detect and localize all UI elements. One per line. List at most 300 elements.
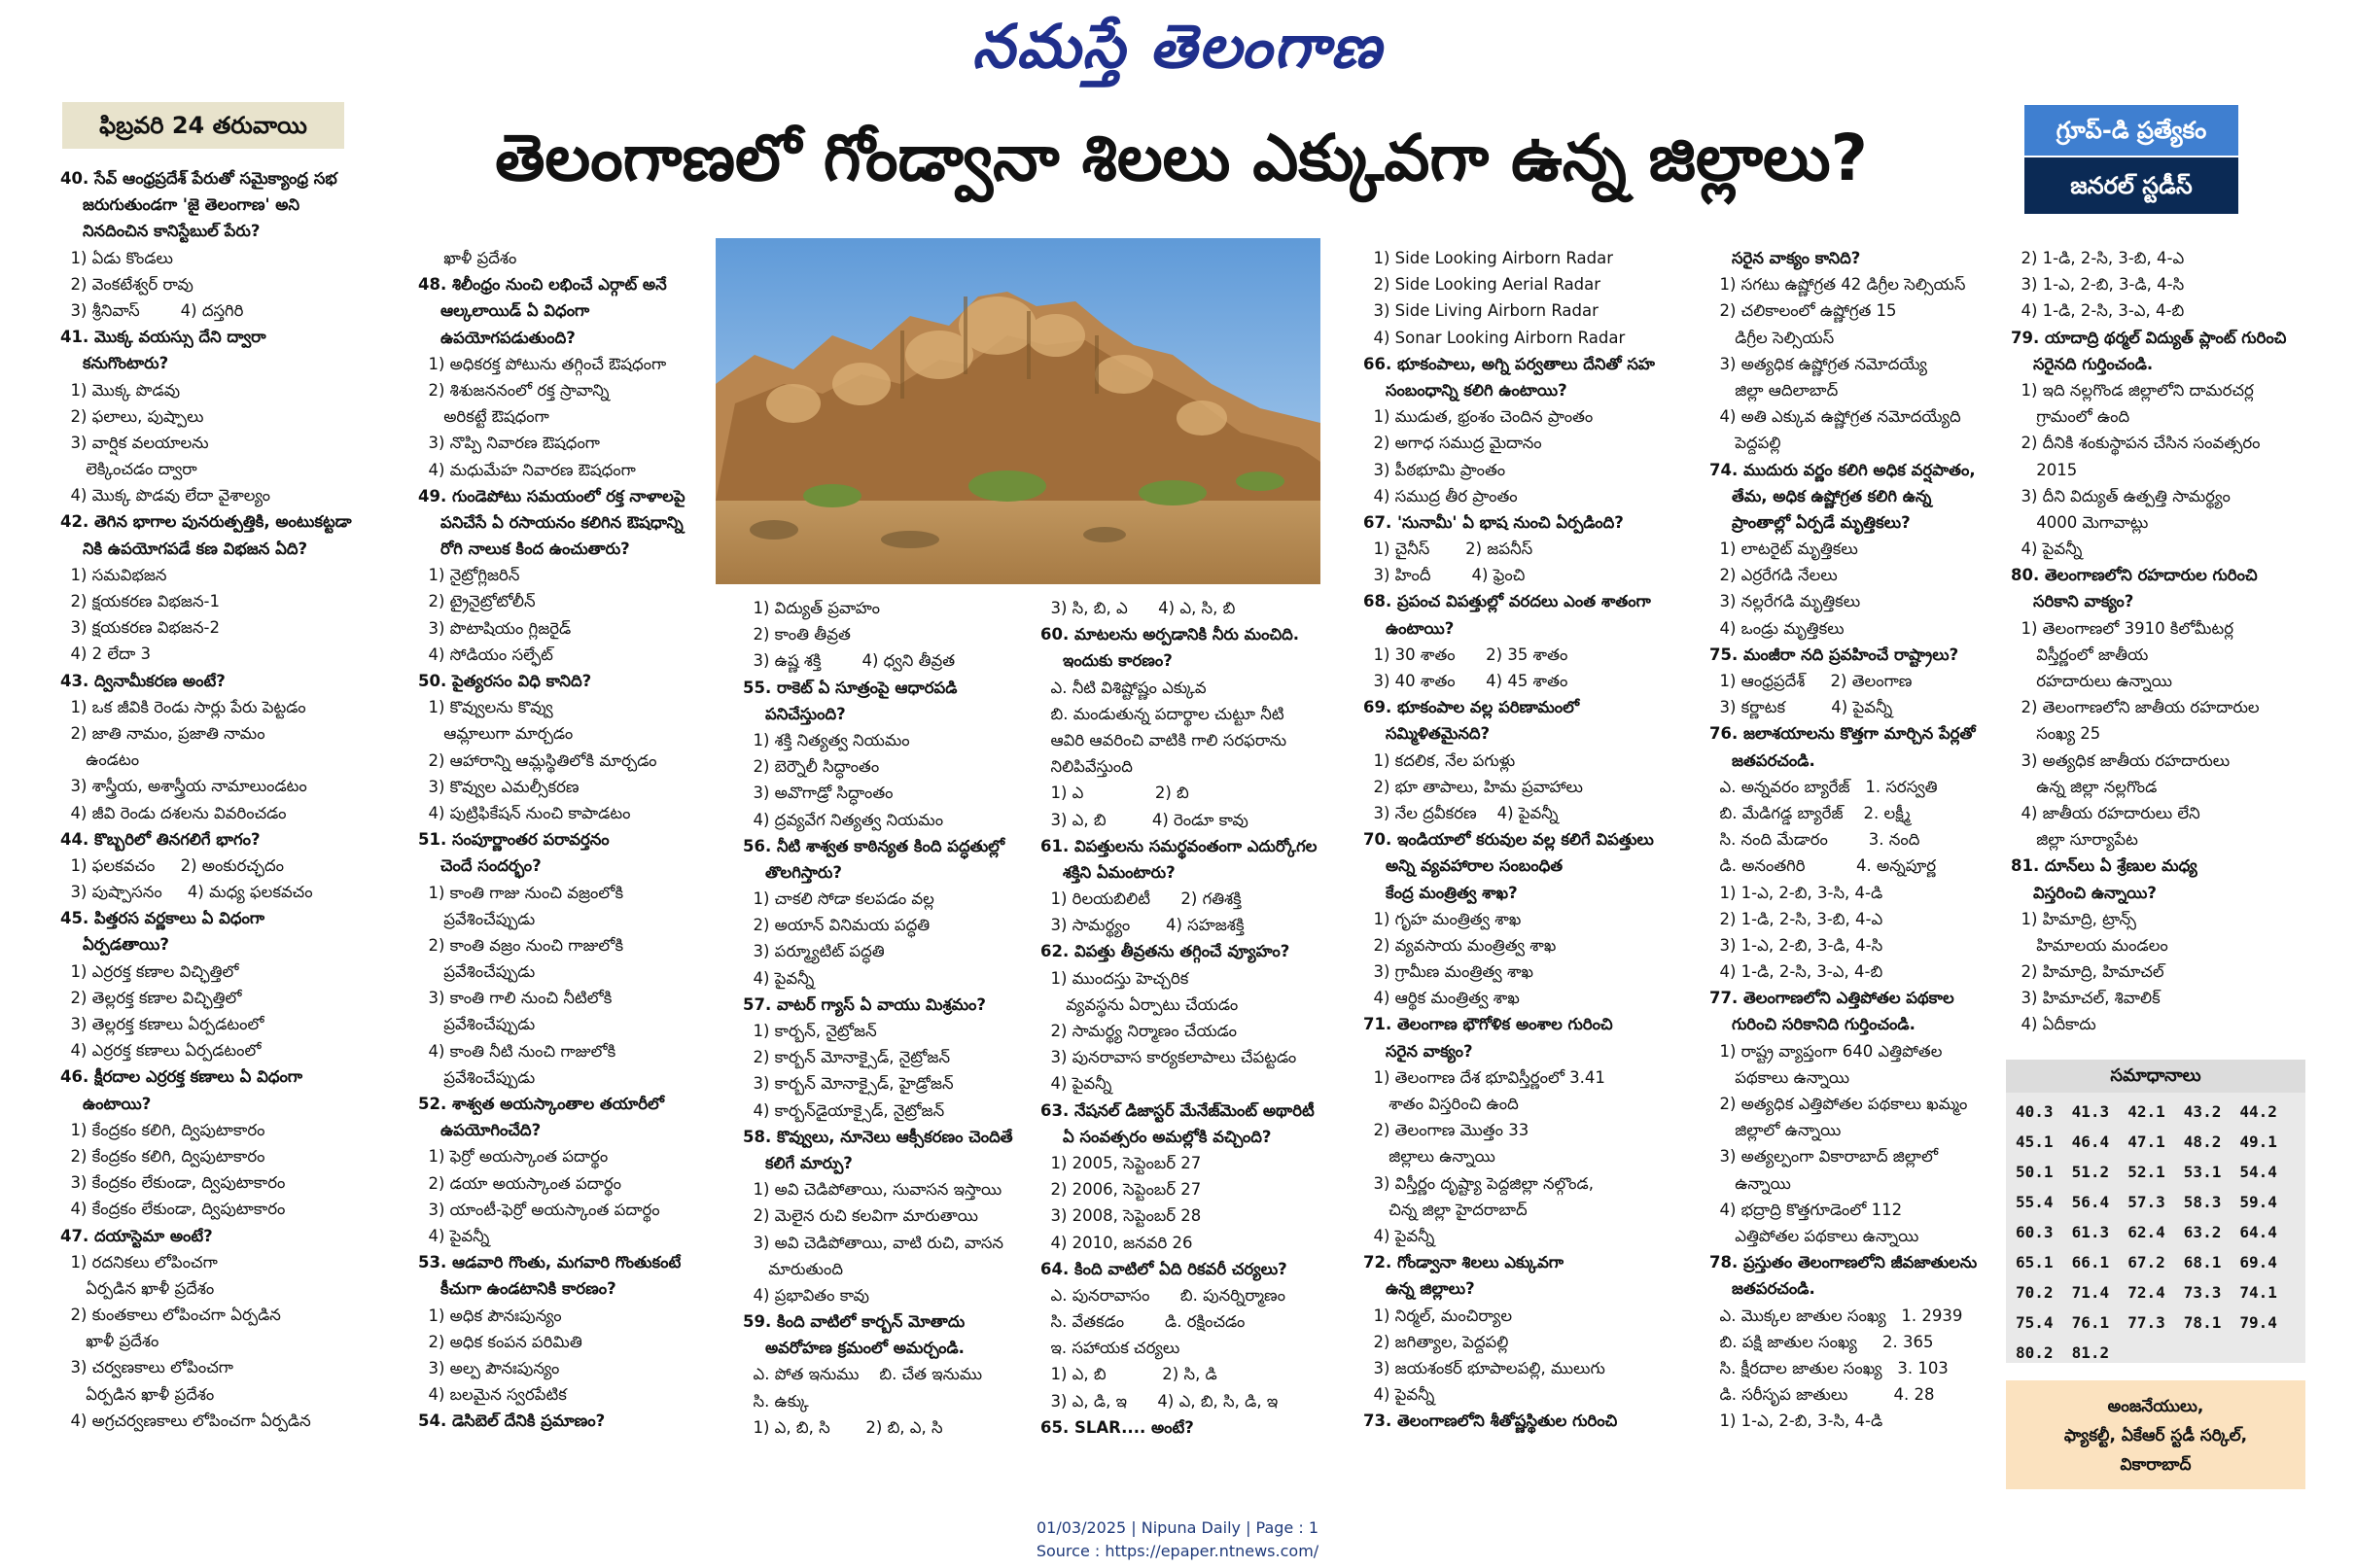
answer-key-entry: 48.2 [2183,1132,2222,1151]
option-text-line: 3) Side Living Airborn Radar [1363,301,1599,321]
option-text-line: 2) 1-డి, 2-సి, 3-బి, 4-ఎ [1709,909,1883,928]
option-text-line: 3) 2008, సెప్టెంబర్ 28 [1040,1206,1202,1226]
option-text-line: 1) ఫలకవచం 2) అంకురచ్ఛదం [60,855,284,875]
option-text-line: 1) అధిక పౌనఃపున్యం [418,1306,562,1325]
question-text-line: సరైనది గుర్తించండి. [2011,354,2154,373]
answer-key-entry: 42.1 [2127,1102,2165,1121]
answer-key-entry: 51.2 [2071,1163,2110,1181]
question-column-3 [743,595,1035,1468]
option-text-line: 3) నొప్పి నివారణ ఔషధంగా [418,434,601,453]
option-text-line: 2) Side Looking Aerial Radar [1363,275,1601,295]
option-text-line: జిల్లా సూర్యాపేట [2011,830,2138,850]
option-text-line: 1) ముడుత, భ్రంశం చెందిన ప్రాంతం [1363,407,1594,427]
question-text-line: శక్తిని ఏమంటారు? [1040,862,1176,882]
question-text-line: 50. పైత్యరసం విధి కానిది? [418,672,592,690]
option-text-line: 1) చైనీస్ 2) జపనీస్ [1363,540,1533,559]
option-text-line: 4000 మెగావాట్లు [2011,512,2149,532]
answer-key-entry: 75.4 [2016,1313,2054,1332]
option-text-line: ఉన్న జిల్లా నల్లగొండ [2011,777,2158,796]
option-text-line: 3) విస్తీర్ణం దృష్ట్యా పెద్దజిల్లా నల్గొండ, [1363,1173,1594,1193]
option-text-line: 3) ఉష్ణ శక్తి 4) ధ్వని తీవ్రత [743,651,956,671]
option-text-line: 1) సగటు ఉష్ణోగ్రత 42 డిగ్రీల సెల్సియస్ [1709,275,1966,295]
option-text-line: పథకాలు ఉన్నాయి [1709,1067,1850,1087]
question-text-line: 47. దయాస్టెమా అంటే? [60,1226,213,1245]
question-text-line: నినదించిన కానిస్టేబుల్ పేరు? [60,222,261,241]
question-column-4 [1040,595,1332,1468]
option-text-line: 4) ఒండ్రు మృత్తికలు [1709,618,1845,638]
question-text-line: ఆల్కలాయిడ్ ఏ విధంగా [418,301,590,321]
option-text-line: 2) వెంకటేశ్వర్ రావు [60,274,193,294]
question-text-line: 41. మొక్క వయస్సు దేని ద్వారా [60,328,266,347]
option-text-line: 3) శాస్త్రీయ, అశాస్త్రీయ నామాలుండటం [60,777,307,796]
option-text-line: 3) శ్రీనివాస్ 4) దస్తగిరి [60,300,244,320]
option-text-line: 3) పుష్పాసనం 4) మధ్య ఫలకవచం [60,883,313,902]
page-headline: తెలంగాణలో గోండ్వానా శిలలు ఎక్కువగా ఉన్న జిల్లాలు? [495,121,1868,195]
author-name: అంజనేయులు, [2107,1397,2204,1416]
option-text-line: 4) 1-డి, 2-సి, 3-ఎ, 4-బి [2011,301,2185,321]
option-text-line: 2) కాంతి తీవ్రత [743,625,851,645]
question-text-line: 75. మంజీరా నది ప్రవహించే రాష్ట్రాలు? [1709,645,1959,664]
option-text-line: 4) పైవన్నీ [1040,1074,1112,1094]
answer-key-entry: 68.1 [2183,1253,2222,1272]
answer-key-entry: 71.4 [2071,1283,2110,1302]
answer-key-entry: 49.1 [2239,1132,2277,1151]
option-text-line: నిలిపివేస్తుంది [1040,757,1133,777]
question-text-line: 56. నీటి శాశ్వత కాఠిన్యత కింది పద్ధతుల్లో [743,836,1005,855]
answer-key-entry: 76.1 [2071,1313,2110,1332]
continuation-date-label: ఫిబ్రవరి 24 తరువాయి [62,102,344,149]
question-text-line: కీచుగా ఉండటానికి కారణం? [418,1279,616,1299]
author-location: వికారాబాద్ [2120,1455,2192,1475]
question-text-line: 40. సేవ్ ఆంధ్రప్రదేశ్ పేరుతో సమైక్యాంధ్ర సభ [60,169,337,188]
option-text-line: 3) పీఠభూమి ప్రాంతం [1363,460,1506,479]
option-text-line: 2) అత్యధిక ఎత్తిపోతల పథకాలు ఖమ్మం [1709,1095,1968,1113]
option-text-line: 3) నేల ద్రవీకరణ 4) పైవన్నీ [1363,803,1559,822]
question-text-line: కలిగే మార్పు? [743,1153,853,1172]
option-text-line: ఎ. అన్నవరం బ్యారేజ్ 1. సరస్వతి [1709,777,1938,796]
question-text-line: 72. గోండ్వానా శిలలు ఎక్కువగా [1363,1253,1564,1272]
answer-key-entry: 66.1 [2071,1253,2110,1272]
option-text-line: 2) భూ తాపాలు, హిమ ప్రవాహాలు [1363,777,1583,796]
option-text-line: సంఖ్య 25 [2011,724,2101,744]
option-text-line: ఎ. పునరావాసం బి. పునర్నిర్మాణం [1040,1285,1285,1305]
option-text-line: లెక్కించడం ద్వారా [60,460,197,479]
option-text-line: 3) దీని విద్యుత్ ఉత్పత్తి సామర్థ్యం [2011,486,2231,505]
question-text-line: 62. విపత్తు తీవ్రతను తగ్గించే వ్యూహం? [1040,942,1290,961]
option-text-line: 1) చాకలి సోడా కలపడం వల్ల [743,889,934,909]
question-text-line: విస్తరించి ఉన్నాయి? [2011,883,2157,902]
option-text-line: హిమాలయ మండలం [2011,935,2168,955]
answer-key-entry: 69.4 [2239,1253,2277,1272]
question-text-line: 44. కొబ్బరిలో తినగలిగే భాగం? [60,829,261,849]
answer-key-entry: 46.4 [2071,1132,2110,1151]
option-text-line: 2) జగిత్యాల, పెద్దపల్లి [1363,1332,1509,1351]
question-text-line: ఉపయోగపడుతుంది? [418,328,576,347]
option-text-line: 2) జాతి నామం, ప్రజాతి నామం [60,723,265,743]
option-text-line: 3) కొవ్వుల ఎమల్సీకరణ [418,777,580,796]
question-text-line: 80. తెలంగాణలోని రహదారుల గురించి [2011,566,2258,585]
option-text-line: 4) అతి ఎక్కువ ఉష్ణోగ్రత నమోదయ్యేది [1709,407,1961,427]
question-text-line: కేంద్ర మంత్రిత్వ శాఖ? [1363,883,1518,902]
question-text-line: 53. ఆడవారి గొంతు, మగవారి గొంతుకంటే [418,1253,682,1272]
option-text-line: 4) ఆర్థిక మంత్రిత్వ శాఖ [1363,989,1520,1008]
rock-landscape-image [716,238,1320,584]
option-text-line: 4) జీవి రెండు దశలను వివరించడం [60,803,287,822]
question-text-line: చెందే సందర్భం? [418,856,542,876]
option-text-line: 4) పైవన్నీ [1363,1385,1435,1405]
option-text-line: సి. వేతకడం డి. రక్షించడం [1040,1312,1246,1332]
option-text-line: ప్రవేశించేప్పుడు [418,1015,536,1034]
option-text-line: సి. నంది మేడారం 3. నంది [1709,830,1920,850]
option-text-line: 3) పర్మ్యూటిట్ పద్ధతి [743,942,885,961]
option-text-line: 4) ఏదీకాదు [2011,1015,2096,1034]
question-text-line: పనిచేస్తుంది? [743,704,846,723]
option-text-line: 4) మొక్క పొడవు లేదా వైశాల్యం [60,486,271,505]
question-text-line: 78. ప్రస్తుతం తెలంగాణలోని జీవజాతులను [1709,1253,1978,1272]
option-text-line: 3) నల్లరేగడి మృత్తికలు [1709,592,1861,611]
question-text-line: 64. కింది వాటిలో ఏది రికవరీ చర్యలు? [1040,1259,1287,1278]
option-text-line: విస్తీర్ణంలో జాతీయ [2011,645,2149,664]
option-text-line: 3) గ్రామీణ మంత్రిత్వ శాఖ [1363,962,1533,982]
gondwana-rock-photo [716,238,1320,584]
option-text-line: ఆమ్లాలుగా మార్చడం [418,724,574,744]
question-text-line: సంబంధాన్ని కలిగి ఉంటాయి? [1363,380,1567,400]
author-designation: ఫ్యాకల్టీ, ఏకేఆర్ స్టడీ సర్కిల్, [2063,1426,2248,1446]
question-text-line: 49. గుండెపోటు సమయంలో రక్త నాళాలపై [418,486,685,505]
option-text-line: 3) హిమాచల్, శివాలిక్ [2011,989,2161,1008]
answer-key-entry: 63.2 [2183,1223,2222,1241]
question-text-line: ఇందుకు కారణం? [1040,651,1173,671]
option-text-line: 2) ఎర్రరేగడి నేలలు [1709,566,1838,585]
answer-key-entry: 79.4 [2239,1313,2277,1332]
question-text-line: 48. శిలీంధ్రం నుంచి లభించే ఎర్గాట్ అనే [418,275,667,295]
answer-key-entry: 56.4 [2071,1193,2110,1211]
option-text-line: డి. సరీసృప జాతులు 4. 28 [1709,1385,1935,1405]
question-text-line: 45. పిత్తరస వర్ణకాలు ఏ విధంగా [60,909,265,928]
question-text-line: 81. దూన్‌లు ఏ శ్రేణుల మధ్య [2011,856,2197,876]
option-text-line: 1) హిమాద్రి, ట్రాన్స్ [2011,909,2137,928]
answer-key-entry: 55.4 [2016,1193,2054,1211]
option-text-line: 3) అవి చెడిపోతాయి, వాటి రుచి, వాసన [743,1233,1003,1252]
option-text-line: 3) అత్యధిక ఉష్ణోగ్రత నమోదయ్యే [1709,354,1927,373]
option-text-line: ఎ. మొక్కల జాతుల సంఖ్య 1. 2939 [1709,1306,1963,1325]
question-text-line: 65. SLAR.... అంటే? [1040,1417,1194,1437]
question-text-line: జతపరచండి. [1709,750,1815,770]
question-text-line: అన్ని వ్యవహారాల సంబంధిత [1363,856,1564,876]
question-text-line: 54. డెసిబెల్ దేనికి ప్రమాణం? [418,1411,606,1431]
question-text-line: 60. మాటలను అర్పడానికి నీరు మంచిది. [1040,625,1300,645]
option-text-line: 1) ఎ 2) బి [1040,784,1189,803]
option-text-line: 4) బలమైన స్వరపేటిక [418,1385,567,1405]
author-credit-box [2006,1380,2305,1489]
option-text-line: 1) 1-ఎ, 2-బి, 3-సి, 4-డి [1709,883,1883,902]
option-text-line: బి. పక్షి జాతుల సంఖ్య 2. 365 [1709,1332,1934,1351]
option-text-line: 1) 30 శాతం 2) 35 శాతం [1363,645,1568,664]
option-text-line: పెద్దపల్లి [1709,434,1781,453]
answer-key-entry: 64.4 [2239,1223,2277,1241]
option-text-line: ఎత్తిపోతల పథకాలు ఉన్నాయి [1709,1226,1919,1245]
option-text-line: 1) రిలయబిలిటీ 2) గతిశక్తి [1040,889,1242,909]
option-text-line: 2) దీనికి శంకుస్థాపన చేసిన సంవత్సరం [2011,434,2261,453]
option-text-line: 3) అవొగాడ్రో సిద్ధాంతం [743,784,894,803]
question-text-line: ఉంటాయి? [1363,618,1455,638]
answer-key-entry: 43.2 [2183,1102,2222,1121]
option-text-line: 2015 [2011,460,2078,479]
option-text-line: 1) అధికరక్త పోటును తగ్గించే ఔషధంగా [418,354,667,373]
option-text-line: జిల్లా ఆదిలాబాద్ [1709,380,1839,400]
question-text-line: జరుగుతుండగా 'జై తెలంగాణ' అని [60,195,300,215]
option-text-line: ఏర్పడిన ఖాళీ ప్రదేశం [60,1278,215,1298]
option-text-line: గ్రామంలో ఉంది [2011,407,2130,427]
general-studies-badge: జనరల్ స్టడీస్ [2024,157,2238,214]
option-text-line: 4) మధుమేహ నివారణ ఔషధంగా [418,460,636,479]
option-text-line: ఉండటం [60,750,140,770]
answer-key-entry: 61.3 [2071,1223,2110,1241]
option-text-line: ప్రవేశించేప్పుడు [418,909,536,928]
answer-key-entry: 81.2 [2071,1343,2110,1362]
option-text-line: 3) జయశంకర్ భూపాలపల్లి, ములుగు [1363,1358,1605,1377]
question-text-line: సరికాని వాక్యం? [2011,592,2134,611]
option-text-line: సి. క్షీరదాల జాతుల సంఖ్య 3. 103 [1709,1358,1949,1377]
question-column-7 [2011,245,2322,1052]
question-text-line: 46. క్షీరదాల ఎర్రరక్త కణాలు ఏ విధంగా [60,1067,303,1087]
question-text-line: 42. తెగిన భాగాల పునరుత్పత్తికి, అంటుకట్టడా [60,512,352,532]
option-text-line: 2) 2006, సెప్టెంబర్ 27 [1040,1180,1202,1200]
option-text-line: 4) ద్రవ్యవేగ నిత్యత్వ నియమం [743,810,944,829]
option-text-line: 1) మొక్క పొడవు [60,380,181,400]
question-column-6 [1709,245,2001,1468]
option-text-line: 2) చలికాలంలో ఉష్ణోగ్రత 15 [1709,301,1897,321]
question-text-line: 71. తెలంగాణ భౌగోళిక అంశాల గురించి [1363,1015,1613,1034]
option-text-line: 4) పుట్రిఫికేషన్ నుంచి కాపాడటం [418,803,631,822]
option-text-line: 1) రదనికలు లోపించగా [60,1252,218,1272]
option-text-line: 1) విద్యుత్ ప్రవాహం [743,599,880,617]
option-text-line: 1) ఏడు కొండలు [60,248,173,267]
option-text-line: 1) సమవిభజన [60,565,167,584]
option-text-line: చిన్న జిల్లా హైదరాబాద్ [1363,1200,1528,1219]
question-text-line: ఏ సంవత్సరం అమల్లోకి వచ్చింది? [1040,1127,1272,1146]
option-text-line: ఖాళీ ప్రదేశం [418,249,517,267]
option-text-line: 3) సామర్థ్యం 4) సహజశక్తి [1040,916,1245,935]
question-text-line: 70. ఇండియాలో కరువుల వల్ల కలిగే విపత్తులు [1363,830,1654,850]
option-text-line: 3) అల్ప పౌనఃపున్యం [418,1358,560,1377]
question-text-line: 57. వాటర్ గ్యాస్ ఏ వాయు మిశ్రమం? [743,994,986,1014]
question-text-line: కనుగొంటారు? [60,354,169,373]
answer-key-entry: 57.3 [2127,1193,2165,1211]
option-text-line: 3) ఎ, బి 4) రెండూ కావు [1040,810,1248,829]
answer-key-entry: 50.1 [2016,1163,2054,1181]
option-text-line: 4) 2010, జనవరి 26 [1040,1233,1193,1252]
option-text-line: 3) కర్ణాటక 4) పైవన్నీ [1709,698,1893,717]
option-text-line: 1) ఎ, బి 2) సి, డి [1040,1365,1217,1384]
option-text-line: డిగ్రీల సెల్సియస్ [1709,328,1835,347]
question-text-line: 52. శాశ్వత అయస్కాంతాల తయారీలో [418,1095,665,1113]
option-text-line: అరికట్టే ఔషధంగా [418,407,549,427]
option-text-line: 1) ఎ, బి, సి 2) బి, ఎ, సి [743,1417,943,1437]
option-text-line: 2) డయా అయస్కాంత పదార్థం [418,1173,622,1193]
option-text-line: ఉన్నాయి [1709,1173,1791,1193]
option-text-line: 2) అగాధ సముద్ర మైదానం [1363,434,1542,453]
option-text-line: 2) కాంతి వజ్రం నుంచి గాజులోకి [418,935,624,955]
option-text-line: 1) కదలిక, నేల పగుళ్లు [1363,750,1516,770]
option-text-line: వ్యవస్థను ఏర్పాటు చేయడం [1040,994,1239,1014]
question-text-line: 73. తెలంగాణలోని శీతోష్ణస్థితుల గురించి [1363,1411,1618,1431]
option-text-line: 1) తెలంగాణలో 3910 కిలోమీటర్ల [2011,618,2234,638]
option-text-line: 3) 40 శాతం 4) 45 శాతం [1363,672,1568,690]
answer-key-entry: 74.1 [2239,1283,2277,1302]
question-text-line: ప్రాంతాల్లో ఏర్పడే మృత్తికలు? [1709,512,1911,532]
option-text-line: 4) కేంద్రకం లేకుండా, ద్విపుటాకారం [60,1200,286,1219]
option-text-line: 1) కేంద్రకం కలిగి, ద్విపుటాకారం [60,1120,265,1139]
option-text-line: 2) తెల్లరక్త కణాల విచ్ఛిత్తిలో [60,988,242,1007]
option-text-line: 3) తెల్లరక్త కణాలు ఏర్పడటంలో [60,1015,264,1033]
answer-key-entry: 62.4 [2127,1223,2165,1241]
question-text-line: 69. భూకంపాల వల్ల పరిణామంలో [1363,698,1580,717]
question-text-line: 67. 'సునామీ' ఏ భాష నుంచి ఏర్పడింది? [1363,512,1624,532]
option-text-line: 4) పైవన్నీ [1363,1226,1435,1245]
option-text-line: 1) ఫెర్రో అయస్కాంత పదార్థం [418,1147,609,1167]
option-text-line: 4) అగ్రచర్వణకాలు లోపించగా ఏర్పడిన [60,1411,311,1430]
option-text-line: 2) కార్బన్ మోనాక్సైడ్, నైట్రోజన్ [743,1048,951,1067]
option-text-line: ఎ. పోత ఇనుము బి. చేత ఇనుము [743,1365,983,1384]
newspaper-masthead: నమస్తే తెలంగాణ [971,11,1384,82]
option-text-line: 3) హిందీ 4) ఫ్రెంచి [1363,566,1526,585]
option-text-line: 2) కేంద్రకం కలిగి, ద్విపుటాకారం [60,1146,265,1166]
option-text-line: 1) రాష్ట్ర వ్యాప్తంగా 640 ఎత్తిపోతల [1709,1041,1943,1061]
option-text-line: 2) సామర్థ్య నిర్మాణం చేయడం [1040,1022,1237,1040]
question-text-line: ఏర్పడతాయి? [60,935,169,955]
question-text-line: సరైన వాక్యం? [1363,1041,1473,1061]
option-text-line: ఎ. నీటి విశిష్టోష్ణం ఎక్కువ [1040,678,1207,697]
option-text-line: 4) భద్రాద్రి కొత్తగూడెంలో 112 [1709,1200,1903,1219]
option-text-line: 1) 2005, సెప్టెంబర్ 27 [1040,1153,1202,1172]
option-text-line: 3) వార్షిక వలయాలను [60,433,209,452]
option-text-line: 4) పైవన్నీ [743,968,815,988]
option-text-line: 3) అత్యల్పంగా వికారాబాద్ జిల్లాలో [1709,1147,1939,1167]
option-text-line: ఆవిరి ఆవరించి వాటికి గాలి సరఫరాను [1040,730,1287,749]
option-text-line: 1) నిర్మల్, మంచిర్యాల [1363,1306,1513,1325]
option-text-line: 1) కాంతి గాజు నుంచి వజ్రంలోకి [418,883,624,902]
option-text-line: 4) పైవన్నీ [418,1226,490,1245]
question-text-line: పనిచేసే ఏ రసాయనం కలిగిన ఔషధాన్ని [418,512,684,532]
option-text-line: డి. అనంతగిరి 4. అన్నపూర్ణ [1709,856,1937,876]
option-text-line: రహదారులు ఉన్నాయి [2011,672,2172,690]
answer-key-entry: 67.2 [2127,1253,2165,1272]
question-column-2 [418,245,710,1468]
question-text-line: 79. యాదాద్రి థర్మల్ విద్యుత్ ప్లాంట్ గురించి [2011,328,2287,347]
option-text-line: 3) పొటాషియం గ్లిజరైడ్ [418,618,572,638]
question-text-line: 77. తెలంగాణలోని ఎత్తిపోతల పథకాల [1709,989,1954,1008]
question-text-line: సరైన వాక్యం కానిది? [1709,249,1861,267]
question-text-line: తేమ, అధిక ఉష్ణోగ్రత కలిగి ఉన్న [1709,486,1932,505]
option-text-line: 2) వ్యవసాయ మంత్రిత్వ శాఖ [1363,935,1557,955]
answers-grid [2006,1093,2305,1372]
question-text-line: 58. కొవ్వులు, నూనెలు ఆక్సీకరణం చెందితే [743,1127,1013,1146]
option-text-line: 2) 1-డి, 2-సి, 3-బి, 4-ఎ [2011,249,2185,267]
option-text-line: 4) Sonar Looking Airborn Radar [1363,328,1626,347]
option-text-line: 3) పునరావాస కార్యకలాపాలు చేపట్టడం [1040,1048,1297,1067]
option-text-line: 4) జాతీయ రహదారులు లేని [2011,803,2200,822]
answer-key-entry: 70.2 [2016,1283,2054,1302]
option-text-line: 3) కార్బన్ మోనాక్సైడ్, హైడ్రోజన్ [743,1074,954,1094]
answer-key-entry: 72.4 [2127,1283,2165,1302]
option-text-line: ప్రవేశించేప్పుడు [418,1067,536,1087]
option-text-line: 1) గృహ మంత్రిత్వ శాఖ [1363,909,1522,928]
option-text-line: బి. మేడిగడ్డ బ్యారేజ్ 2. లక్ష్మీ [1709,803,1911,822]
option-text-line: 4) సోడియం సల్ఫేట్ [418,645,553,664]
option-text-line: 4) పైవన్నీ [2011,540,2083,559]
question-text-line: 61. విపత్తులను సమర్థవంతంగా ఎదుర్కోగల [1040,836,1318,855]
option-text-line: 4) 2 లేదా 3 [60,645,152,664]
option-text-line: 3) 1-ఎ, 2-బి, 3-డి, 4-సి [2011,275,2185,295]
question-text-line: 63. నేషనల్ డిజాస్టర్ మేనేజ్‌మెంట్ అథారిటీ [1040,1100,1315,1120]
option-text-line: 3) చర్వణకాలు లోపించగా [60,1358,233,1377]
option-text-line: 2) శిశుజననంలో రక్త స్రావాన్ని [418,380,610,400]
option-text-line: 4) కాంతి నీటి నుంచి గాజులోకి [418,1041,616,1061]
question-text-line: జతపరచండి. [1709,1279,1815,1299]
option-text-line: జిల్లాలు ఉన్నాయి [1363,1147,1495,1167]
option-text-line: 1) కార్బన్, నైట్రోజన్ [743,1022,877,1040]
option-text-line: 3) కాంతి గాలి నుంచి నీటిలోకి [418,989,613,1008]
option-text-line: 1) కొవ్వులను కొవ్వు [418,698,553,717]
option-text-line: 1) తెలంగాణ దేశ భూవిస్తీర్ణంలో 3.41 [1363,1067,1605,1087]
option-text-line: 2) హిమాద్రి, హిమాచల్ [2011,962,2164,982]
answer-key-entry: 41.3 [2071,1102,2110,1121]
answer-key-entry: 45.1 [2016,1132,2054,1151]
option-text-line: ఖాళీ ప్రదేశం [60,1332,159,1351]
question-text-line: 43. ద్వినామీకరణ అంటే? [60,671,226,690]
option-text-line: 2) అధిక కంపన పరిమితి [418,1332,582,1351]
option-text-line: 2) ఫలాలు, పుష్పాలు [60,406,204,426]
answer-key-entry: 54.4 [2239,1163,2277,1181]
option-text-line: శాతం విస్తరించి ఉంది [1363,1095,1519,1113]
option-text-line: 1) ఒక జీవికి రెండు సార్లు పేరు పెట్టడం [60,697,306,716]
option-text-line: 1) 1-ఎ, 2-బి, 3-సి, 4-డి [1709,1411,1883,1431]
option-text-line: 4) కార్బన్‌డైయాక్సైడ్, నైట్రోజన్ [743,1100,945,1120]
option-text-line: 3) అత్యధిక జాతీయ రహదారులు [2011,750,2231,770]
option-text-line: ఇ. సహాయక చర్యలు [1040,1339,1180,1358]
option-text-line: 1) నైట్రోగ్లిజరిన్ [418,566,520,585]
answer-key-entry: 77.3 [2127,1313,2165,1332]
group-d-special-badge: గ్రూప్-డి ప్రత్యేకం [2024,105,2238,156]
question-column-1 [60,165,367,1468]
option-text-line: 1) Side Looking Airborn Radar [1363,249,1614,267]
answer-key-entry: 44.2 [2239,1102,2277,1121]
option-text-line: 3) యాంటీ-ఫెర్రో అయస్కాంత పదార్థం [418,1200,660,1219]
option-text-line: 3) సి, బి, ఎ 4) ఎ, సి, బి [1040,599,1236,617]
option-text-line: 3) ఎ, డి, ఇ 4) ఎ, బి, సి, డి, ఇ [1040,1391,1279,1411]
question-text-line: సమ్మిళితమైనది? [1363,724,1491,744]
question-text-line: తొలగిస్తారు? [743,862,842,882]
answer-key-entry: 80.2 [2016,1343,2054,1362]
option-text-line: 1) ఎర్రరక్త కణాల విచ్ఛిత్తిలో [60,961,239,981]
answers-title: సమాధానాలు [2006,1060,2305,1093]
answer-key-entry: 53.1 [2183,1163,2222,1181]
option-text-line: 1) ఆంధ్రప్రదేశ్ 2) తెలంగాణ [1709,672,1913,690]
option-text-line: 4) సముద్ర తీర ప్రాంతం [1363,486,1518,505]
question-text-line: 76. జలాశయాలను కొత్తగా మార్చిన పేర్లతో [1709,724,1976,744]
option-text-line: 2) అయాన్ వినిమయ పద్ధతి [743,916,931,935]
option-text-line: 3) కేంద్రకం లేకుండా, ద్విపుటాకారం [60,1173,286,1193]
option-text-line: 2) బెర్నౌలీ సిద్ధాంతం [743,757,880,777]
option-text-line: 2) ఆహారాన్ని ఆమ్లస్థితిలోకి మార్చడం [418,750,657,770]
answer-key-entry: 60.3 [2016,1223,2054,1241]
answer-key-entry: 78.1 [2183,1313,2222,1332]
option-text-line: 2) ట్రైనైట్రోటోలీన్ [418,592,536,611]
question-text-line: 59. కింది వాటిలో కార్బన్ మోతాదు [743,1312,966,1332]
page-footer [0,1516,2355,1563]
option-text-line: ప్రవేశించేప్పుడు [418,962,536,982]
